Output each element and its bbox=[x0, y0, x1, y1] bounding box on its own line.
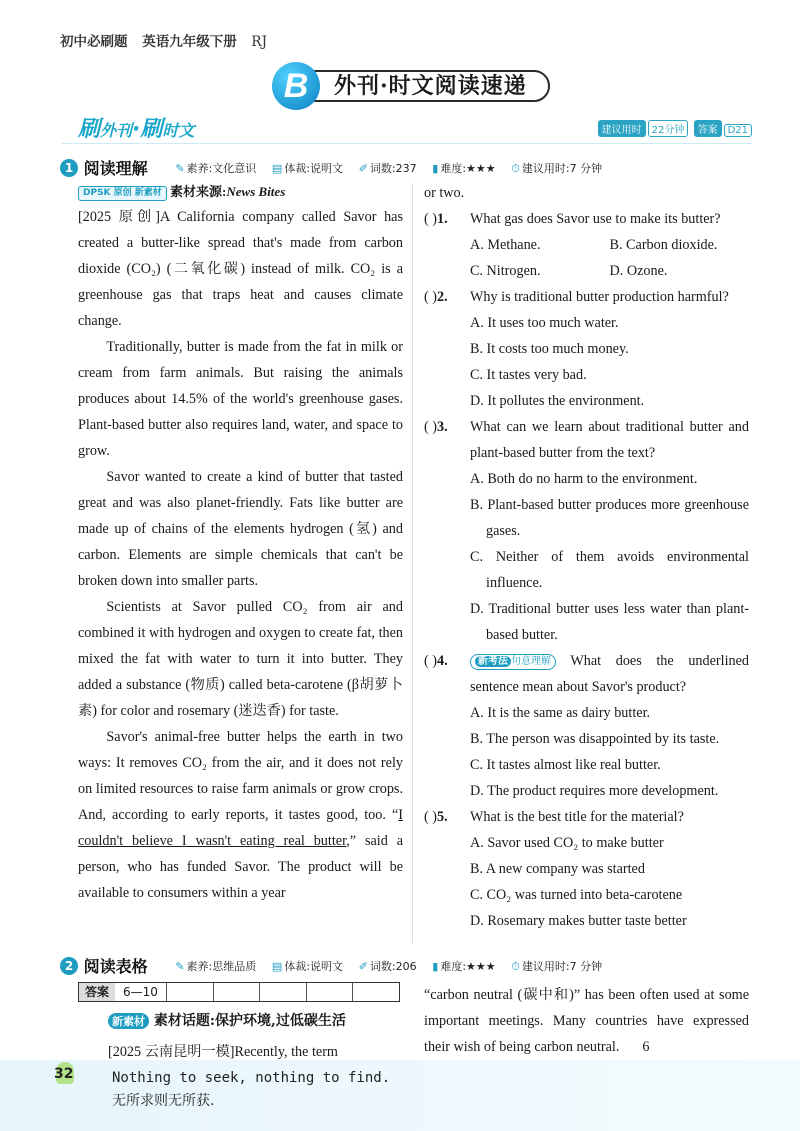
question-stem: What is the best title for the material? bbox=[470, 809, 684, 825]
question-1 bbox=[424, 206, 749, 232]
footer-motto-en: Nothing to seek, nothing to find. bbox=[112, 1070, 391, 1086]
pencil-icon: ✎ bbox=[175, 161, 185, 175]
options bbox=[424, 232, 749, 258]
option[interactable]: C. Neither of them avoids environmental influence. bbox=[470, 549, 749, 591]
genre: ▤ 体裁:说明文 bbox=[271, 959, 344, 973]
pencil-icon: ✎ bbox=[175, 959, 185, 973]
option[interactable]: B. Carbon dioxide. bbox=[609, 237, 718, 253]
answer-cell[interactable] bbox=[213, 983, 260, 1001]
question-2 bbox=[424, 284, 749, 310]
clock-icon: ⏱ bbox=[511, 161, 520, 175]
option[interactable]: D. Ozone. bbox=[609, 263, 668, 279]
option[interactable]: B. It costs too much money. bbox=[470, 341, 629, 357]
question-stem: What can we learn about traditional butter and plant-based butter from the text? bbox=[470, 419, 749, 461]
section1-number: 1 bbox=[60, 159, 78, 177]
time-box bbox=[596, 120, 752, 137]
section-banner bbox=[272, 66, 552, 106]
brush-title bbox=[78, 112, 194, 143]
answer-grid-label: 答案 bbox=[79, 983, 115, 1001]
dpsk-badge: DPSK 原创 新素材 bbox=[78, 186, 167, 201]
option[interactable]: D. Traditional butter uses less water than plant-based butter. bbox=[470, 601, 749, 643]
option[interactable]: A. Methane. bbox=[470, 237, 541, 253]
answer-page: D21 bbox=[724, 124, 752, 137]
genre: ▤ 体裁:说明文 bbox=[271, 161, 344, 175]
answer-cell[interactable] bbox=[166, 983, 213, 1001]
source-label: 素材来源: bbox=[170, 184, 227, 199]
source-line bbox=[78, 180, 403, 204]
banner-letter: B bbox=[272, 62, 320, 110]
suggested-time: ⏱ 建议用时:7 分钟 bbox=[511, 959, 603, 973]
section2-header bbox=[60, 954, 750, 974]
book-name: 英语九年级下册 bbox=[142, 34, 237, 50]
source-name: News Bites bbox=[226, 184, 286, 199]
suggested-time: ⏱ 建议用时:7 分钟 bbox=[511, 161, 603, 175]
option[interactable]: B. Plant-based butter produces more greenhouse gases. bbox=[470, 497, 749, 539]
bars-icon: ▮ bbox=[432, 161, 439, 175]
option[interactable]: B. The person was disappointed by its taste. bbox=[470, 731, 720, 747]
article-paragraph-1: [2025 原创]A California company called Savor has created a butter-like spread that's made from carbon dioxide (CO₂) (二氧化碳) instead of milk. CO₂ is a greenhouse gas that traps heat and causes climate change. bbox=[78, 209, 403, 329]
word-count: ✐ 词数:206 bbox=[358, 959, 417, 973]
brush-dot: · bbox=[132, 117, 141, 142]
brush-char: 刷 bbox=[78, 117, 101, 142]
section2-title: 阅读表格 bbox=[83, 957, 148, 976]
pen-icon: ✐ bbox=[358, 161, 368, 175]
article-paragraph-2: Traditionally, butter is made from the fat in milk or cream from farm animals. But raising the animals produces about 14.5% of the world's greenhouse gases. Plant-based butter also requires land, water, and space to grow. bbox=[78, 339, 403, 459]
brush-waikan: 外刊 bbox=[100, 121, 133, 140]
answer-cell[interactable] bbox=[306, 983, 353, 1001]
series-name: 初中必刷题 bbox=[60, 34, 128, 50]
options bbox=[424, 258, 749, 284]
question-4 bbox=[424, 648, 749, 700]
option[interactable]: A. Savor used CO₂ to make butter bbox=[470, 835, 664, 851]
option[interactable]: C. CO₂ was turned into beta-carotene bbox=[470, 887, 683, 903]
running-header bbox=[60, 30, 277, 50]
article-paragraph-3: Savor wanted to create a kind of butter that tasted great and was also planet-friendly. Fats like butter are made up of chains of the elements hydrogen (氢) and carbon. Elements are simple chemicals that can't be broken down into smaller parts. bbox=[78, 469, 403, 589]
passage2-start: [2025 云南昆明一模]Recently, the term bbox=[108, 1044, 338, 1060]
answer-grid bbox=[78, 982, 400, 1002]
option[interactable]: D. It pollutes the environment. bbox=[470, 393, 645, 409]
suggest-time-label: 建议用时 bbox=[598, 120, 646, 137]
answer-label: 答案 bbox=[694, 120, 722, 137]
answer-cell[interactable] bbox=[352, 983, 399, 1001]
article-paragraph-5: Savor's animal-free butter helps the earth in two ways: It removes CO₂ from the air, and it does not rely on limited resources to raise farm animals or grow crops. And, according to early reports, it tastes good, too. “I couldn't believe I wasn't eating real butter,” said a person, who has funded Savor. The product will be available to consumers within a year bbox=[78, 729, 404, 901]
column-divider bbox=[412, 183, 413, 943]
passage2-continuation: “carbon neutral (碳中和)” has been often used at some important meetings. Many countries have expressed their wish of being carbon neutral. 6 bbox=[424, 982, 749, 1061]
new-material-badge: 新素材 bbox=[108, 1013, 149, 1029]
article-paragraph-4: Scientists at Savor pulled CO₂ from air and combined it with hydrogen and oxygen to create fat, then mixed the fat with water to turn it into butter. They added a substance (物质) called beta-carotene (β胡萝卜素) for color and rosemary (迷迭香) for taste. bbox=[78, 599, 403, 719]
book-icon: ▤ bbox=[271, 959, 283, 973]
answer-cell[interactable] bbox=[259, 983, 306, 1001]
footer-motto-zh: 无所求则无所获. bbox=[112, 1093, 215, 1109]
brush-char: 刷 bbox=[140, 117, 163, 142]
topic-line bbox=[108, 1010, 346, 1030]
question-type-tag: 新考法 句意理解 bbox=[470, 654, 556, 670]
clock-icon: ⏱ bbox=[511, 959, 520, 973]
answer-blank[interactable]: ( )2. bbox=[424, 289, 448, 305]
article-column bbox=[78, 180, 403, 906]
option[interactable]: A. It is the same as dairy butter. bbox=[470, 705, 651, 721]
article-continuation: or two. bbox=[424, 185, 465, 201]
option[interactable]: A. It uses too much water. bbox=[470, 315, 619, 331]
difficulty: ▮ 难度:★★★ bbox=[432, 959, 496, 973]
divider bbox=[62, 143, 752, 144]
option[interactable]: C. It tastes almost like real butter. bbox=[470, 757, 661, 773]
questions-column bbox=[424, 180, 749, 934]
suggest-time-value: 22分钟 bbox=[648, 120, 689, 137]
page-number: 32 bbox=[54, 1066, 74, 1082]
brush-shiwen: 时文 bbox=[162, 121, 195, 140]
literacy: ✎ 素养:文化意识 bbox=[175, 161, 257, 175]
difficulty: ▮ 难度:★★★ bbox=[432, 161, 496, 175]
option[interactable]: C. Nitrogen. bbox=[470, 263, 541, 279]
option[interactable]: A. Both do no harm to the environment. bbox=[470, 471, 698, 487]
banner-title: 外刊·时文阅读速递 bbox=[310, 70, 550, 102]
topic-text: 素材话题:保护环境,过低碳生活 bbox=[153, 1013, 346, 1029]
answer-blank[interactable]: ( )4. bbox=[424, 653, 448, 669]
answer-blank[interactable]: ( )5. bbox=[424, 809, 448, 825]
question-stem: What does the underlined sentence mean about Savor's product? bbox=[470, 653, 749, 695]
blank-6[interactable]: 6 bbox=[623, 1034, 669, 1061]
option[interactable]: C. It tastes very bad. bbox=[470, 367, 587, 383]
literacy: ✎ 素养:思维品质 bbox=[175, 959, 257, 973]
pen-icon: ✐ bbox=[358, 959, 368, 973]
section1-title: 阅读理解 bbox=[83, 159, 148, 178]
answer-blank[interactable]: ( )3. bbox=[424, 419, 448, 435]
section1-header bbox=[60, 156, 750, 176]
option[interactable]: D. The product requires more development. bbox=[470, 783, 719, 799]
answer-blank[interactable]: ( )1. bbox=[424, 211, 448, 227]
question-stem: Why is traditional butter production harmful? bbox=[470, 289, 729, 305]
question-5 bbox=[424, 804, 749, 830]
section2-number: 2 bbox=[60, 957, 78, 975]
option[interactable]: D. Rosemary makes butter taste better bbox=[470, 913, 687, 929]
question-stem: What gas does Savor use to make its butter? bbox=[470, 211, 721, 227]
underlined-sentence: I couldn't believe I wasn't eating real butter bbox=[78, 807, 403, 849]
book-icon: ▤ bbox=[271, 161, 283, 175]
option[interactable]: B. A new company was started bbox=[470, 861, 645, 877]
bars-icon: ▮ bbox=[432, 959, 439, 973]
edition: RJ bbox=[251, 34, 267, 50]
question-3 bbox=[424, 414, 749, 466]
answer-range: 6—10 bbox=[123, 985, 158, 999]
word-count: ✐ 词数:237 bbox=[358, 161, 417, 175]
